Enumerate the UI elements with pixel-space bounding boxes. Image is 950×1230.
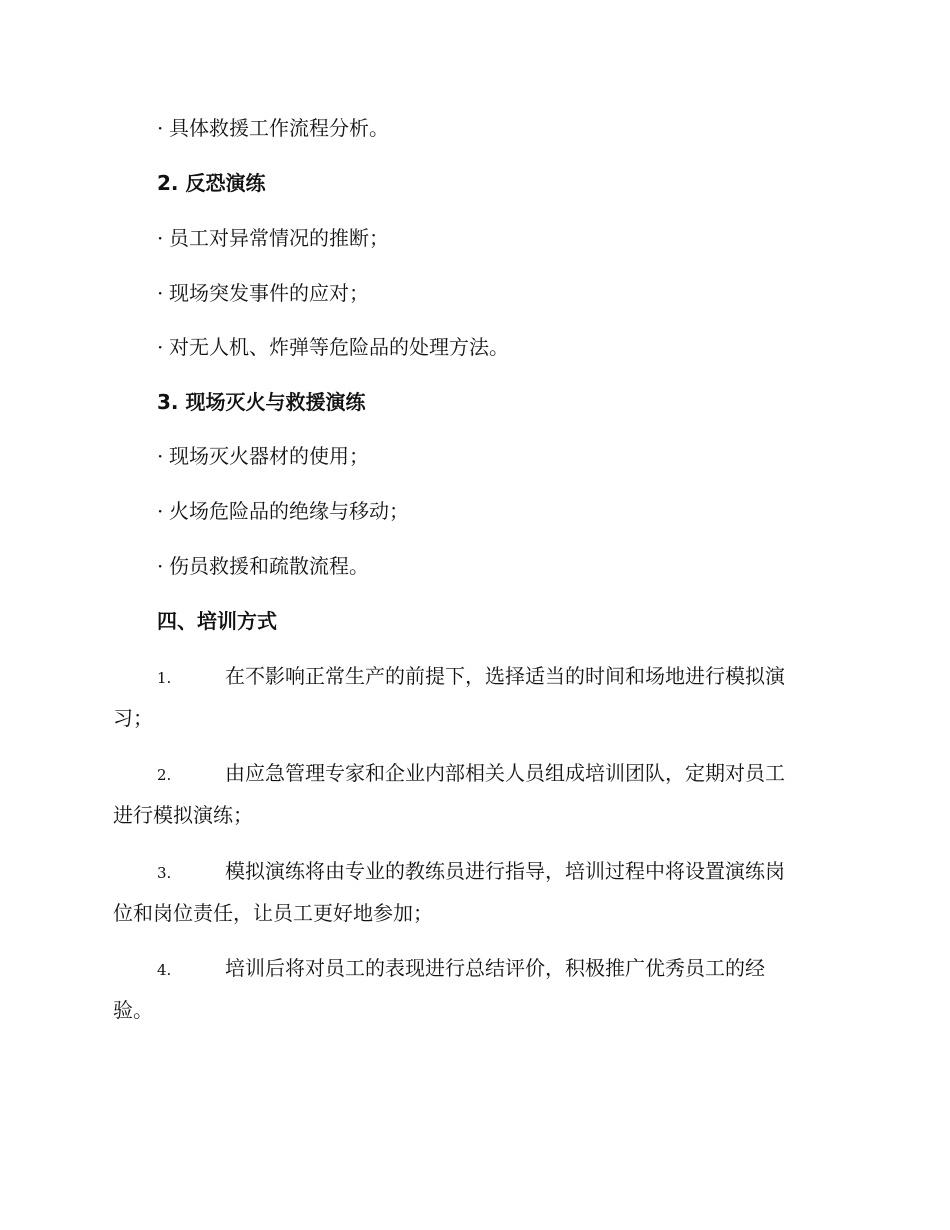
numbered-item-1 xyxy=(113,656,833,738)
bullet-text: 伤员救援和疏散流程。 xyxy=(169,554,369,578)
section-heading-3: 3. 现场灭火与救援演练 xyxy=(157,390,366,414)
bullet-item xyxy=(157,333,509,361)
item-number: 1. xyxy=(157,669,172,687)
item-text-continued: 进行模拟演练； xyxy=(113,803,253,827)
numbered-item-2 xyxy=(113,753,833,835)
item-text: 在不影响正常生产的前提下，选择适当的时间和场地进行模拟演 xyxy=(225,664,785,688)
bullet-text: 员工对异常情况的推断； xyxy=(169,226,389,250)
bullet-item xyxy=(157,552,369,580)
item-text-continued: 验。 xyxy=(113,998,153,1022)
item-text: 模拟演练将由专业的教练员进行指导，培训过程中将设置演练岗 xyxy=(225,859,785,883)
item-text-continued: 位和岗位责任，让员工更好地参加； xyxy=(113,901,433,925)
bullet-item xyxy=(157,224,389,252)
bullet-marker: · xyxy=(157,554,164,578)
bullet-text: 现场突发事件的应对； xyxy=(169,281,369,305)
bullet-text: 火场危险品的绝缘与移动； xyxy=(169,499,409,523)
item-text-continued: 习； xyxy=(113,706,153,730)
item-number: 4. xyxy=(157,961,172,979)
bullet-marker: · xyxy=(157,116,164,140)
bullet-marker: · xyxy=(157,444,164,468)
bullet-marker: · xyxy=(157,226,164,250)
numbered-item-3 xyxy=(113,851,833,933)
item-text: 培训后将对员工的表现进行总结评价，积极推广优秀员工的经 xyxy=(225,956,765,980)
bullet-text: 具体救援工作流程分析。 xyxy=(169,116,389,140)
bullet-text: 对无人机、炸弹等危险品的处理方法。 xyxy=(169,335,509,359)
bullet-item xyxy=(157,442,369,470)
section-heading-2: 2. 反恐演练 xyxy=(157,171,266,195)
bullet-marker: · xyxy=(157,335,164,359)
bullet-marker: · xyxy=(157,499,164,523)
item-text: 由应急管理专家和企业内部相关人员组成培训团队，定期对员工 xyxy=(225,761,785,785)
bullet-item xyxy=(157,114,389,142)
section-heading-4: 四、培训方式 xyxy=(157,609,277,633)
bullet-item xyxy=(157,279,369,307)
numbered-item-4 xyxy=(113,948,833,1030)
item-number: 3. xyxy=(157,864,172,882)
bullet-item xyxy=(157,497,409,525)
bullet-marker: · xyxy=(157,281,164,305)
bullet-text: 现场灭火器材的使用； xyxy=(169,444,369,468)
item-number: 2. xyxy=(157,766,172,784)
